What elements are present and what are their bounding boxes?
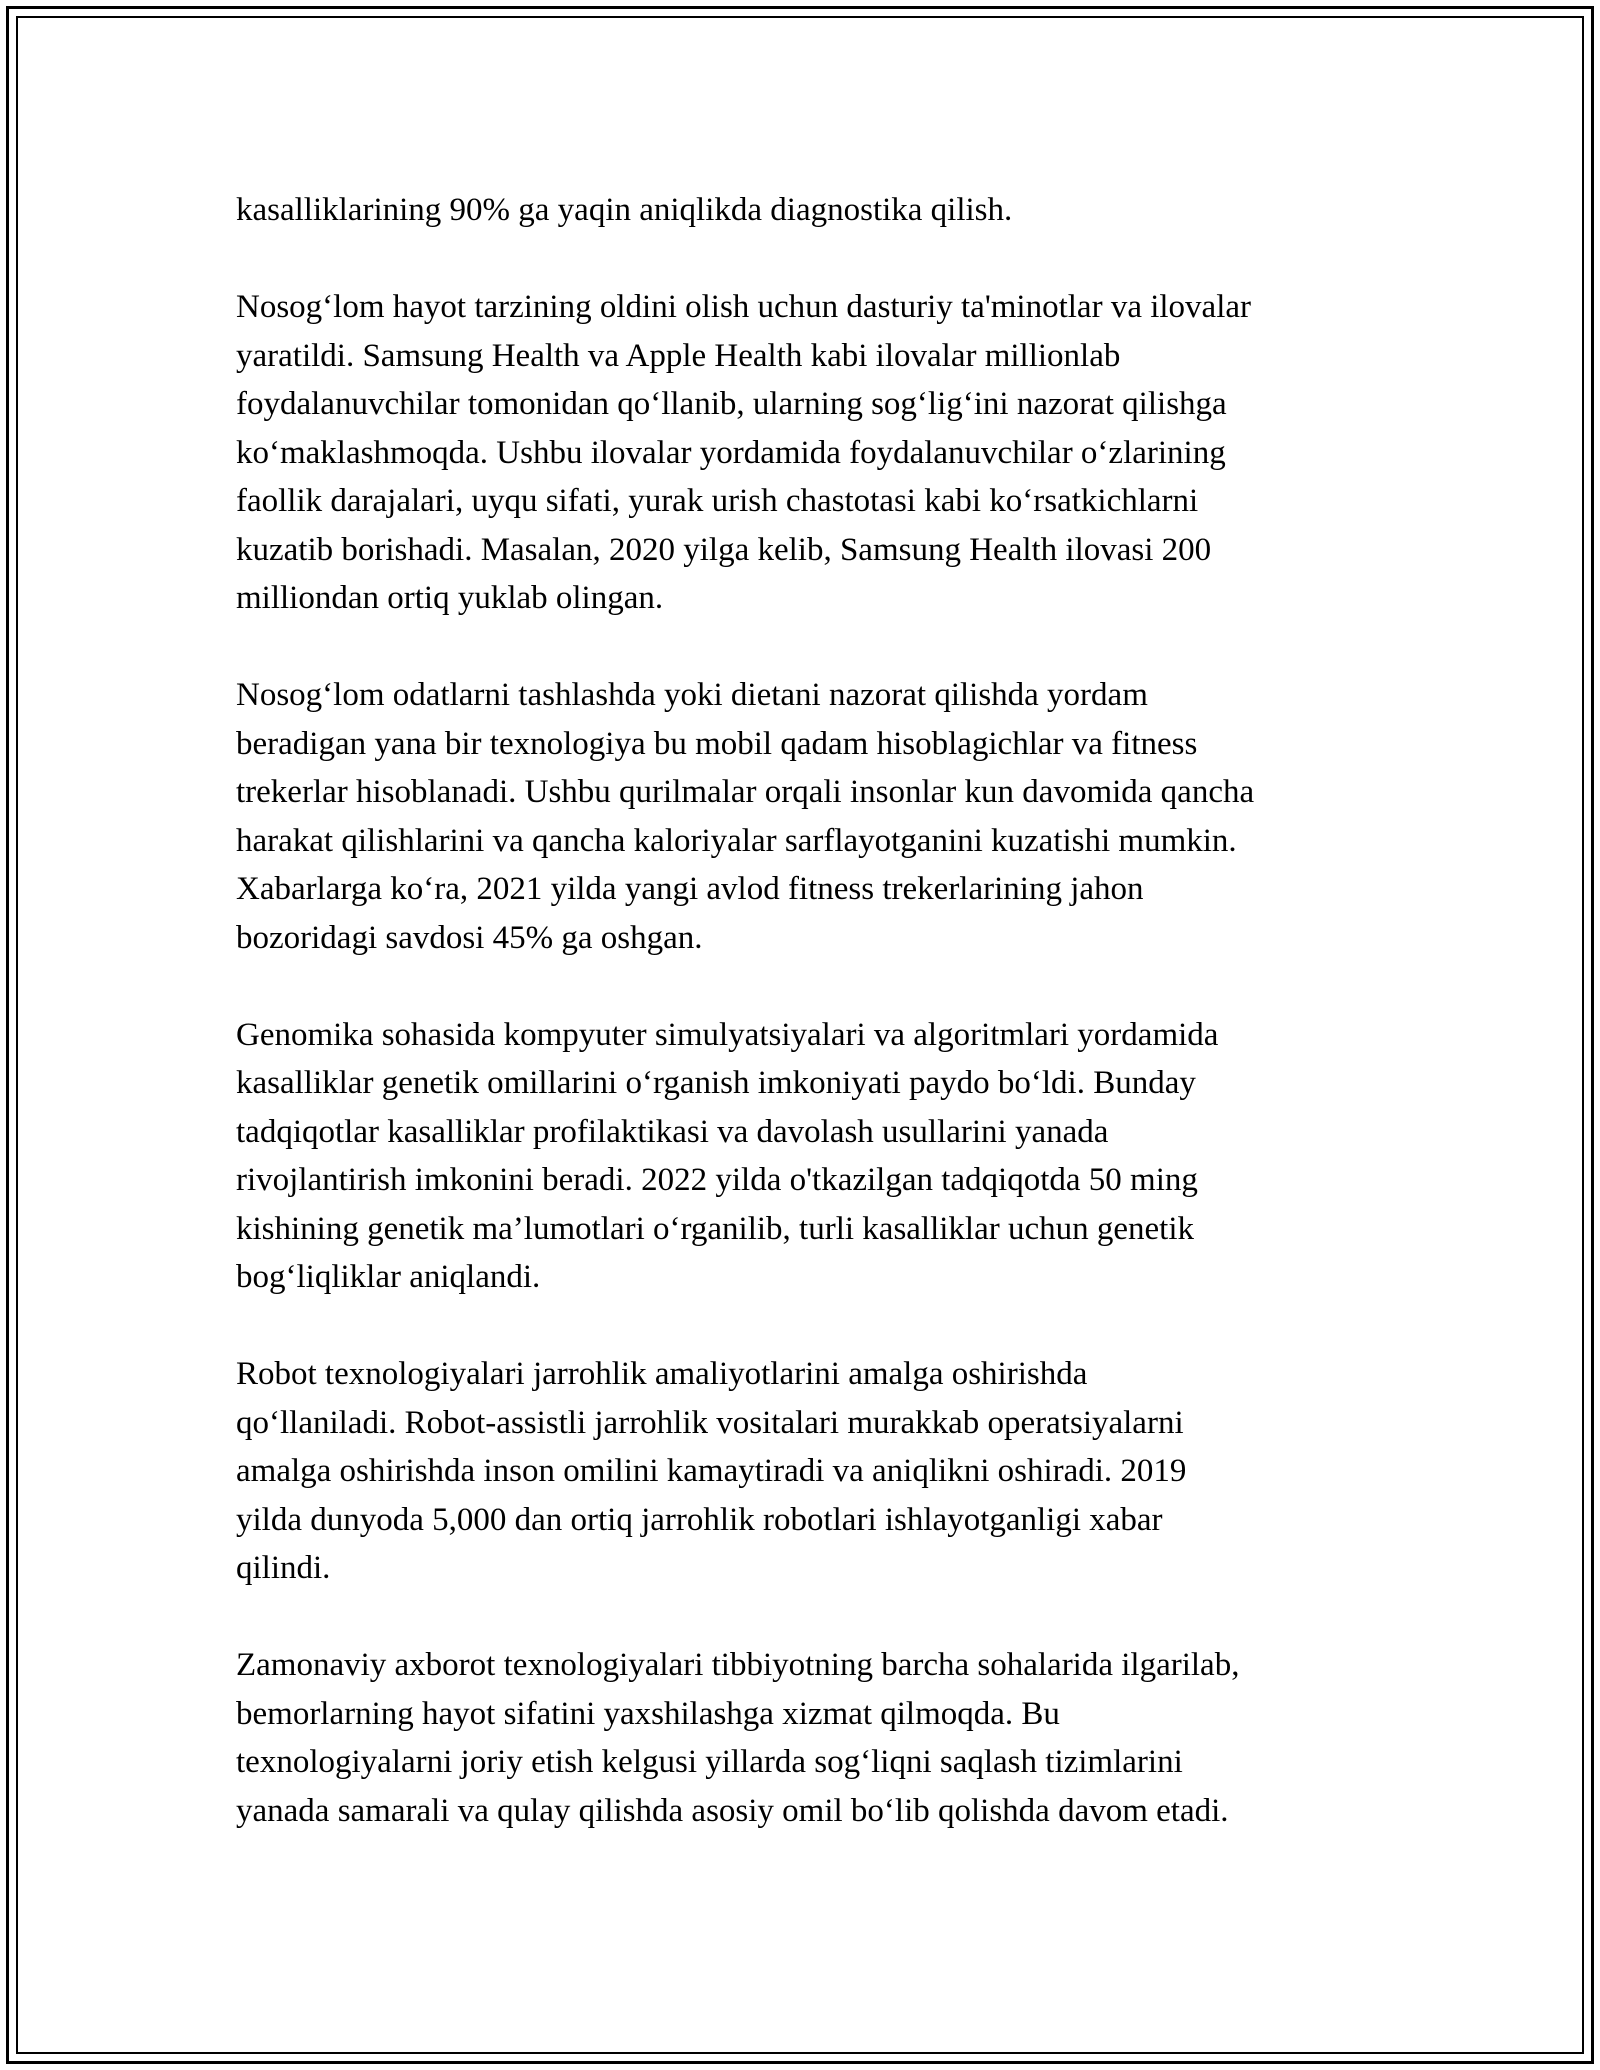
text-line: kishining genetik ma’lumotlari o‘rganilib, turli kasalliklar uchun genetik (236, 1210, 1195, 1247)
text-line: faollik darajalari, uyqu sifati, yurak urish chastotasi kabi ko‘rsatkichlarni (236, 483, 1199, 519)
text-line: kuzatib borishadi. Masalan, 2020 yilga kelib, Samsung Health ilovasi 200 (236, 531, 1212, 568)
text-line: tadqiqotlar kasalliklar profilaktikasi va davolash usullarini yanada (236, 1113, 1109, 1150)
text-line: trekerlar hisoblanadi. Ushbu qurilmalar orqali insonlar kun davomida qancha (236, 774, 1255, 810)
document-body (236, 186, 1386, 1884)
text-line: bog‘liqliklar aniqlandi. (236, 1259, 541, 1295)
text-line: kasalliklar genetik omillarini o‘rganish imkoniyati paydo bo‘ldi. Bunday (236, 1065, 1196, 1101)
text-line: Zamonaviy axborot texnologiyalari tibbiyotning barcha sohalarida ilgarilab, (236, 1647, 1240, 1683)
text-line: kasalliklarining 90% ga yaqin aniqlikda diagnostika qilish. (236, 192, 1013, 228)
text-line: harakat qilishlarini va qancha kaloriyalar sarflayotganini kuzatishi mumkin. (236, 822, 1237, 859)
text-line: amalga oshirishda inson omilini kamaytiradi va aniqlikni oshiradi. 2019 (236, 1453, 1187, 1489)
text-line: bemorlarning hayot sifatini yaxshilashga xizmat qilmoqda. Bu (236, 1695, 1060, 1732)
text-line: beradigan yana bir texnologiya bu mobil qadam hisoblagichlar va fitness (236, 725, 1198, 762)
text-line: bozoridagi savdosi 45% ga oshgan. (236, 919, 703, 956)
text-line: Genomika sohasida kompyuter simulyatsiyalari va algoritmlari yordamida (236, 1016, 1219, 1053)
paragraph (236, 1641, 1386, 1835)
text-line: foydalanuvchilar tomonidan qo‘llanib, ularning sog‘lig‘ini nazorat qilishga (236, 386, 1227, 422)
text-line: Nosog‘lom hayot tarzining oldini olish uchun dasturiy ta'minotlar va ilovalar (236, 289, 1252, 325)
text-line: Robot texnologiyalari jarrohlik amaliyotlarini amalga oshirishda (236, 1356, 1088, 1392)
paragraph (236, 283, 1386, 623)
text-line: yilda dunyoda 5,000 dan ortiq jarrohlik robotlari ishlayotganligi xabar (236, 1501, 1163, 1538)
text-line: ko‘maklashmoqda. Ushbu ilovalar yordamida foydalanuvchilar o‘zlarining (236, 434, 1226, 471)
text-line: qilindi. (236, 1550, 331, 1586)
paragraph (236, 1011, 1386, 1302)
paragraph (236, 186, 1386, 235)
text-line: Nosog‘lom odatlarni tashlashda yoki dietani nazorat qilishda yordam (236, 677, 1148, 713)
paragraph (236, 1350, 1386, 1593)
text-line: yaratildi. Samsung Health va Apple Health kabi ilovalar millionlab (236, 337, 1121, 374)
text-line: milliondan ortiq yuklab olingan. (236, 580, 664, 616)
text-line: Xabarlarga ko‘ra, 2021 yilda yangi avlod fitness trekerlarining jahon (236, 871, 1144, 907)
paragraph (236, 671, 1386, 962)
text-line: qo‘llaniladi. Robot-assistli jarrohlik vositalari murakkab operatsiyalarni (236, 1404, 1184, 1441)
text-line: yanada samarali va qulay qilishda asosiy omil bo‘lib qolishda davom etadi. (236, 1792, 1229, 1829)
text-line: rivojlantirish imkonini beradi. 2022 yilda o'tkazilgan tadqiqotda 50 ming (236, 1162, 1198, 1198)
text-line: texnologiyalarni joriy etish kelgusi yillarda sog‘liqni saqlash tizimlarini (236, 1744, 1183, 1780)
